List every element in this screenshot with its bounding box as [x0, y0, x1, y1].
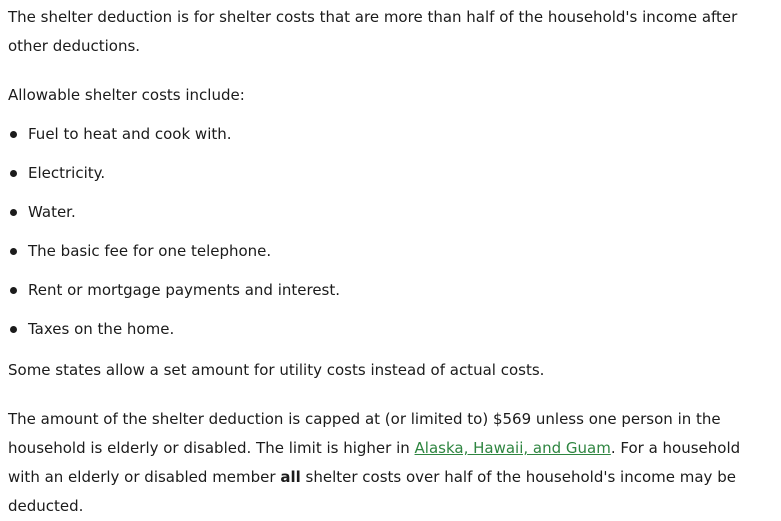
bullet-icon [10, 131, 17, 138]
list-item-text: Electricity. [28, 164, 106, 182]
allowable-costs-heading: Allowable shelter costs include: [8, 86, 245, 104]
bullet-icon [10, 170, 17, 177]
list-item [8, 159, 773, 188]
bullet-icon [10, 287, 17, 294]
list-item [8, 315, 773, 344]
utility-note-paragraph: Some states allow a set amount for utility costs instead of actual costs. [8, 361, 545, 379]
list-item-text: The basic fee for one telephone. [28, 242, 272, 260]
list-item-text: Fuel to heat and cook with. [28, 125, 232, 143]
list-item [8, 120, 773, 149]
emphasis-all: all [280, 468, 301, 486]
alaska-hawaii-guam-link[interactable]: Alaska, Hawaii, and Guam [414, 439, 611, 457]
list-item [8, 276, 773, 305]
bullet-icon [10, 326, 17, 333]
cap-text-before-link: The amount of the shelter deduction is capped at (or limited to) $569 unless one person in the household is elderly or disabled. The limit is higher in [8, 410, 721, 457]
intro-paragraph: The shelter deduction is for shelter costs that are more than half of the household's income after other deductions. [8, 8, 738, 55]
bullet-icon [10, 248, 17, 255]
list-item-text: Rent or mortgage payments and interest. [28, 281, 341, 299]
list-item-text: Taxes on the home. [28, 320, 175, 338]
cap-text-after-link: . For a household with an elderly or disabled member [8, 439, 741, 486]
bullet-icon [10, 209, 17, 216]
list-item-text: Water. [28, 203, 76, 221]
list-item [8, 237, 773, 266]
list-item [8, 198, 773, 227]
cap-paragraph [8, 405, 773, 521]
allowable-costs-list [8, 120, 773, 344]
cap-text-end: shelter costs over half of the household's income may be deducted. [8, 468, 736, 515]
